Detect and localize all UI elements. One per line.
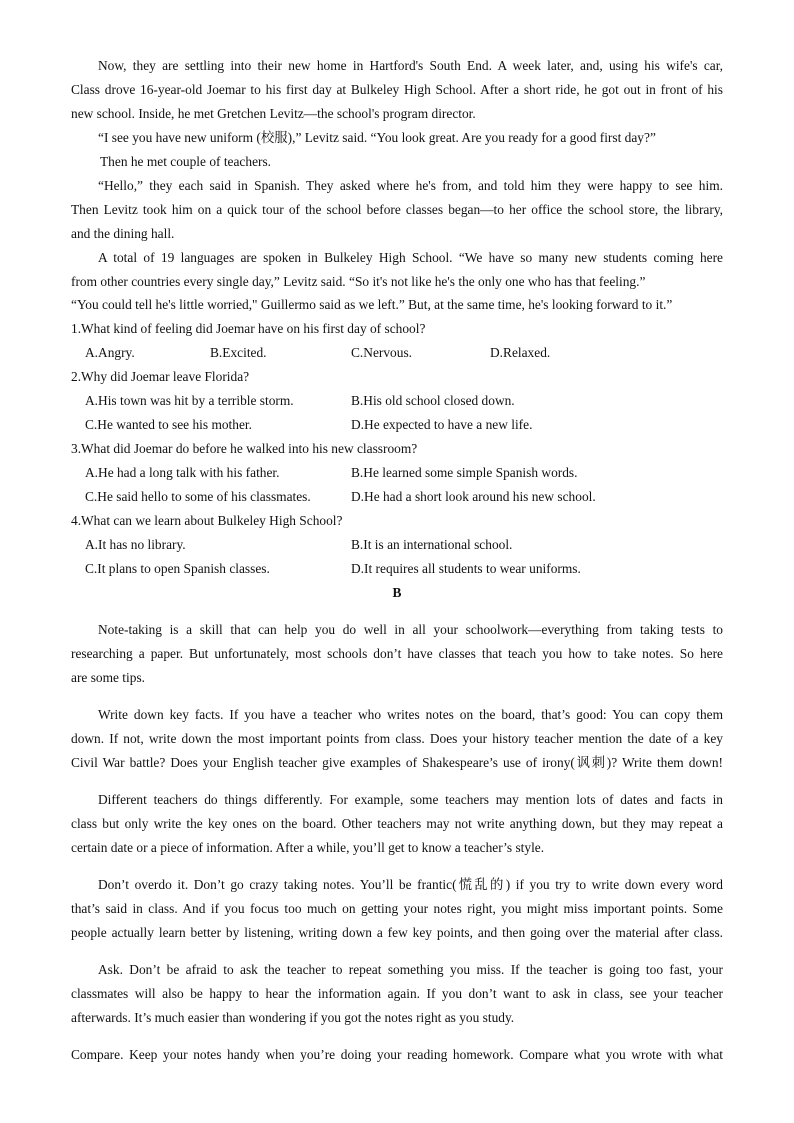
question-stem: 1.What kind of feeling did Joemar have on his first day of school? bbox=[71, 321, 426, 336]
answer-option: D.It requires all students to wear uniforms. bbox=[351, 561, 581, 576]
answer-option: A.His town was hit by a terrible storm. bbox=[85, 393, 294, 408]
passage-a-line: from other countries every single day,” Levitz said. “So it's not like he's the only one who has that feeling.” bbox=[71, 274, 646, 289]
answer-option: A.Angry. bbox=[85, 345, 135, 360]
answer-option: B.Excited. bbox=[210, 345, 267, 360]
answer-option: B.He learned some simple Spanish words. bbox=[351, 465, 578, 480]
answer-option: A.It has no library. bbox=[85, 537, 186, 552]
question-stem: 2.Why did Joemar leave Florida? bbox=[71, 369, 250, 384]
answer-option: C.Nervous. bbox=[351, 345, 412, 360]
answer-option: B.His old school closed down. bbox=[351, 393, 515, 408]
section-b-line: people actually learn better by listening, writing down a few key points, and then going over the material after class. bbox=[71, 925, 723, 940]
section-b-line: class but only write the key ones on the board. Other teachers may not write anything down, but they may repeat a bbox=[71, 816, 723, 831]
question-stem: 3.What did Joemar do before he walked into his new classroom? bbox=[71, 441, 418, 456]
passage-a-line: “I see you have new uniform (校服),” Levitz said. “You look great. Are you ready for a good first day?” bbox=[98, 130, 656, 145]
section-b-line: Civil War battle? Does your English teacher give examples of Shakespeare’s use of irony(讽刺)? Write them down! bbox=[71, 755, 723, 770]
passage-a-line: Class drove 16-year-old Joemar to his first day at Bulkeley High School. After a short ride, he got out in front of his bbox=[71, 82, 723, 97]
section-b-line: that’s said in class. And if you focus too much on getting your notes right, you might miss important points. Some bbox=[71, 901, 723, 916]
section-b-line: Ask. Don’t be afraid to ask the teacher to repeat something you miss. If the teacher is going too fast, your bbox=[98, 962, 723, 977]
section-b-line: are some tips. bbox=[71, 670, 146, 685]
section-b-line: afterwards. It’s much easier than wondering if you got the notes right as you study. bbox=[71, 1010, 515, 1025]
section-b-line: Write down key facts. If you have a teacher who writes notes on the board, that’s good: You can copy them bbox=[98, 707, 723, 722]
answer-option: C.He wanted to see his mother. bbox=[85, 417, 252, 432]
section-b-line: down. If not, write down the most important points from class. Does your history teacher mention the date of a key bbox=[71, 731, 723, 746]
answer-option: C.He said hello to some of his classmates. bbox=[85, 489, 311, 504]
answer-option: C.It plans to open Spanish classes. bbox=[85, 561, 270, 576]
passage-a-line: Now, they are settling into their new home in Hartford's South End. A week later, and, using his wife's car, bbox=[98, 58, 723, 73]
answer-option: D.He had a short look around his new school. bbox=[351, 489, 596, 504]
passage-a-line: and the dining hall. bbox=[71, 226, 175, 241]
section-b-line: Don’t overdo it. Don’t go crazy taking notes. You’ll be frantic(慌乱的) if you try to write down every word bbox=[98, 877, 723, 892]
passage-a-line: new school. Inside, he met Gretchen Levitz—the school's program director. bbox=[71, 106, 476, 121]
answer-option: D.He expected to have a new life. bbox=[351, 417, 533, 432]
passage-a-line: Then Levitz took him on a quick tour of the school before classes began—to her office the school store, the library, bbox=[71, 202, 723, 217]
answer-option: A.He had a long talk with his father. bbox=[85, 465, 280, 480]
section-b-line: certain date or a piece of information. After a while, you’ll get to know a teacher’s style. bbox=[71, 840, 545, 855]
section-b-line: Compare. Keep your notes handy when you’re doing your reading homework. Compare what you wrote with what bbox=[71, 1047, 723, 1062]
passage-a-line: Then he met couple of teachers. bbox=[100, 154, 272, 169]
answer-option: B.It is an international school. bbox=[351, 537, 513, 552]
passage-a-line: A total of 19 languages are spoken in Bulkeley High School. “We have so many new students coming here bbox=[98, 250, 723, 265]
section-b-line: researching a paper. But unfortunately, most schools don’t have classes that teach you how to take notes. So here bbox=[71, 646, 723, 661]
section-heading: B bbox=[392, 585, 402, 600]
passage-a-line: “You could tell he's little worried," Guillermo said as we left.” But, at the same time, he's looking forward to it.” bbox=[71, 297, 673, 312]
answer-option: D.Relaxed. bbox=[490, 345, 551, 360]
passage-a-line: “Hello,” they each said in Spanish. They asked where he's from, and told him they were happy to see him. bbox=[98, 178, 723, 193]
question-stem: 4.What can we learn about Bulkeley High School? bbox=[71, 513, 343, 528]
section-b-line: Note-taking is a skill that can help you do well in all your schoolwork—everything from taking tests to bbox=[98, 622, 723, 637]
section-b-line: classmates will also be happy to hear the information again. If you don’t want to ask in class, see your teacher bbox=[71, 986, 723, 1001]
section-b-line: Different teachers do things differently. For example, some teachers may mention lots of dates and facts in bbox=[98, 792, 723, 807]
